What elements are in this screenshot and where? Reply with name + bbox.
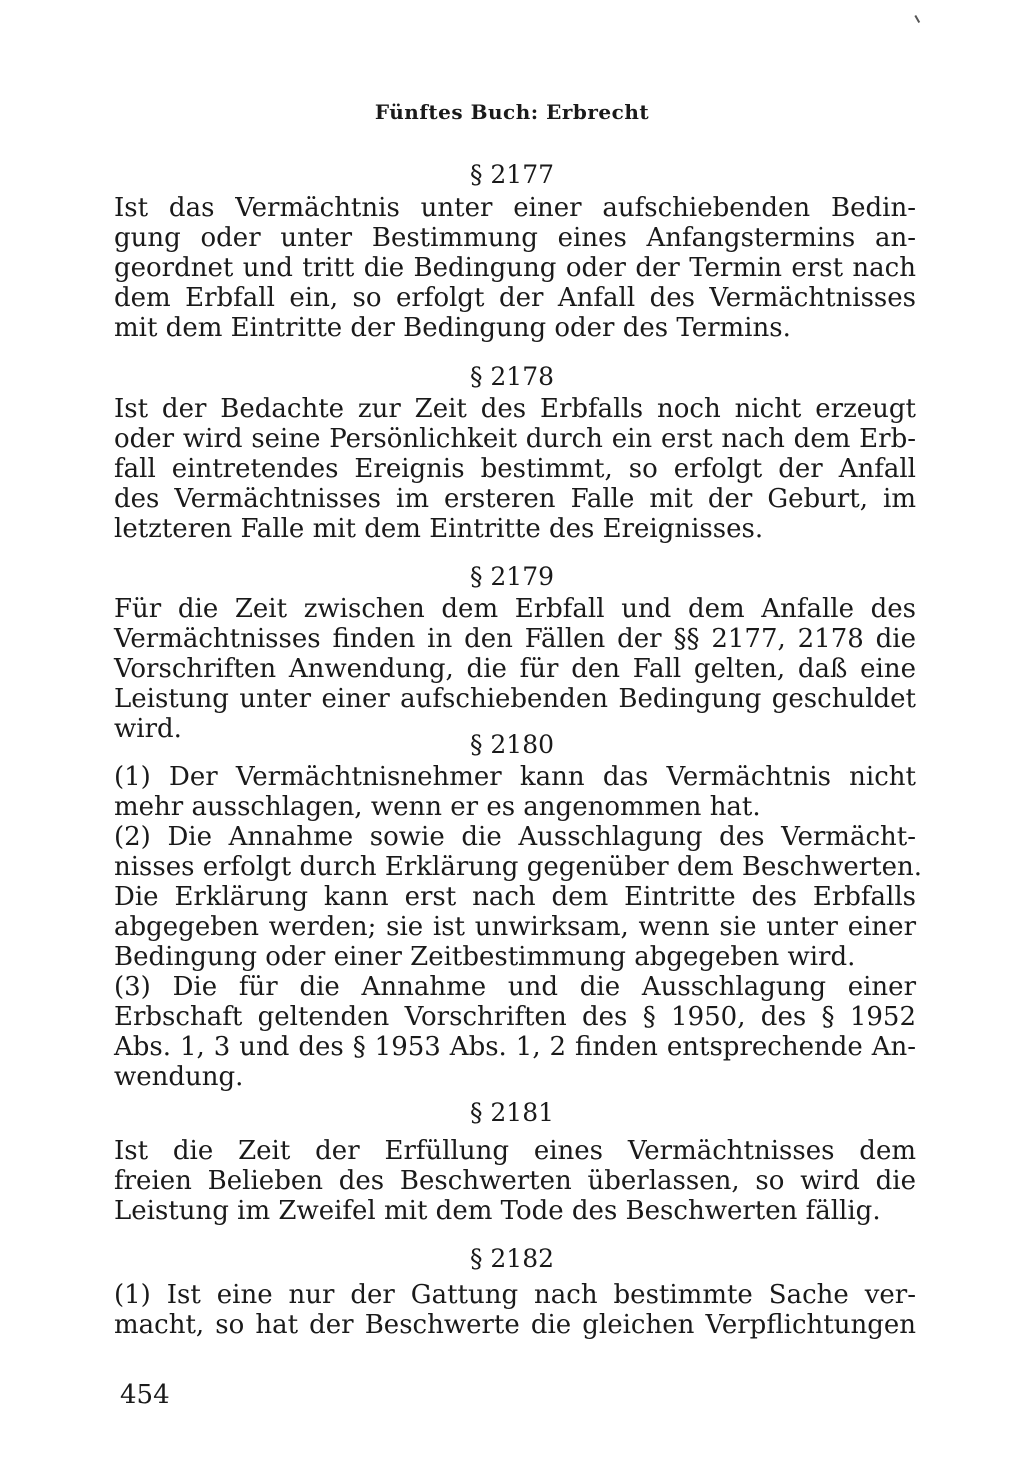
running-head: Fünftes Buch: Erbrecht xyxy=(374,100,650,124)
text-line: Die Erklärung kann erst nach dem Eintritte des Erbfalls xyxy=(114,882,916,912)
section-text-2182 xyxy=(114,1280,916,1340)
section-title-2180: § 2180 xyxy=(469,730,555,759)
text-line: geordnet und tritt die Bedingung oder der Termin erst nach xyxy=(114,253,916,283)
section-text-2180 xyxy=(114,762,922,1092)
text-line: Leistung im Zweifel mit dem Tode des Beschwerten fällig. xyxy=(114,1196,881,1226)
text-line: wendung. xyxy=(114,1062,244,1092)
section-title-2182: § 2182 xyxy=(469,1244,555,1273)
text-line: abgegeben werden; sie ist unwirksam, wenn sie unter einer xyxy=(114,912,916,942)
text-line: Ist die Zeit der Erfüllung eines Vermächtnisses dem xyxy=(114,1136,916,1166)
text-line: (3) Die für die Annahme und die Ausschlagung einer xyxy=(114,972,916,1002)
text-line: wird. xyxy=(114,714,182,744)
text-line: gung oder unter Bestimmung eines Anfangstermins an- xyxy=(114,223,916,253)
text-line: des Vermächtnisses im ersteren Falle mit der Geburt, im xyxy=(114,484,916,514)
margin-mark xyxy=(914,13,923,23)
text-line: (2) Die Annahme sowie die Ausschlagung des Vermächt- xyxy=(114,822,916,852)
text-line: Ist das Vermächtnis unter einer aufschiebenden Bedin- xyxy=(114,193,916,223)
section-title-2178: § 2178 xyxy=(469,362,555,391)
text-line: fall eintretendes Ereignis bestimmt, so erfolgt der Anfall xyxy=(114,454,916,484)
section-text-2179 xyxy=(114,594,916,744)
text-line: oder wird seine Persönlichkeit durch ein erst nach dem Erb- xyxy=(114,424,916,454)
section-text-2178 xyxy=(114,394,916,544)
text-line: Leistung unter einer aufschiebenden Bedingung geschuldet xyxy=(114,684,916,714)
text-line: nisses erfolgt durch Erklärung gegenüber dem Beschwerten. xyxy=(114,852,922,882)
section-title-2177: § 2177 xyxy=(469,160,555,189)
text-line: (1) Ist eine nur der Gattung nach bestimmte Sache ver- xyxy=(114,1280,916,1310)
text-line: Abs. 1, 3 und des § 1953 Abs. 1, 2 finden entsprechende An- xyxy=(114,1032,916,1062)
text-line: Für die Zeit zwischen dem Erbfall und dem Anfalle des xyxy=(114,594,916,624)
text-line: freien Belieben des Beschwerten überlassen, so wird die xyxy=(114,1166,916,1196)
text-line: letzteren Falle mit dem Eintritte des Ereignisses. xyxy=(114,514,764,544)
text-line: (1) Der Vermächtnisnehmer kann das Vermächtnis nicht xyxy=(114,762,916,792)
section-text-2181 xyxy=(114,1136,916,1226)
text-line: dem Erbfall ein, so erfolgt der Anfall des Vermächtnisses xyxy=(114,283,916,313)
section-title-2181: § 2181 xyxy=(469,1098,555,1127)
page-number: 454 xyxy=(120,1380,170,1410)
text-line: Vermächtnisses finden in den Fällen der §§ 2177, 2178 die xyxy=(114,624,916,654)
text-line: Erbschaft geltenden Vorschriften des § 1950, des § 1952 xyxy=(114,1002,916,1032)
text-line: Ist der Bedachte zur Zeit des Erbfalls noch nicht erzeugt xyxy=(114,394,916,424)
text-line: macht, so hat der Beschwerte die gleichen Verpflichtungen xyxy=(114,1310,916,1340)
text-line: Vorschriften Anwendung, die für den Fall gelten, daß eine xyxy=(114,654,916,684)
text-line: mehr ausschlagen, wenn er es angenommen hat. xyxy=(114,792,761,822)
section-text-2177 xyxy=(114,193,916,343)
text-line: mit dem Eintritte der Bedingung oder des Termins. xyxy=(114,313,791,343)
section-title-2179: § 2179 xyxy=(469,562,555,591)
text-line: Bedingung oder einer Zeitbestimmung abgegeben wird. xyxy=(114,942,856,972)
